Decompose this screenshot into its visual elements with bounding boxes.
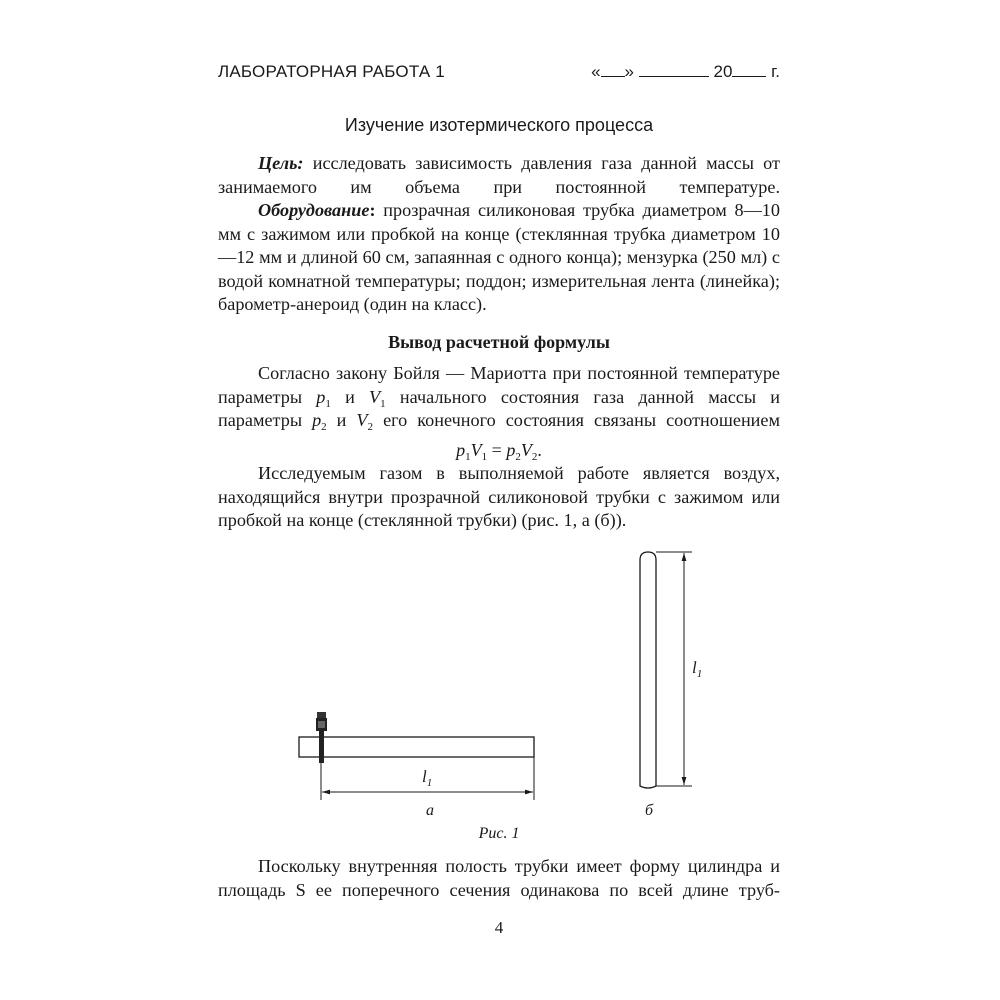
boyle-text-3: его конечного состояния связаны соотношением <box>373 410 780 430</box>
date-close-quote: » <box>624 62 635 81</box>
figure-a <box>299 712 534 819</box>
cylinder-paragraph: Поскольку внутренняя полость трубки имеет форму цилиндра и площадь S ее поперечного сечения одинакова по всей длине труб- <box>218 856 780 900</box>
formula-v2: V <box>520 440 532 460</box>
sub-v2: 2 <box>367 421 374 433</box>
figure-label-a: а <box>426 802 434 819</box>
goal-label: Цель: <box>258 153 304 173</box>
equipment-text: прозрачная силиконовая трубка диаметром 8—10 мм с зажимом или пробкой на конце (стеклянная трубка диаметром 10—12 мм и длиной 60 см, запаянная с одного конца); мензурка (250 мл) с водой комнатной температуры; поддон; измерительная лента (линейка); барометр-анероид (один на класс). <box>218 200 780 314</box>
formula-period: . <box>537 440 542 460</box>
date-year: 20 <box>713 62 733 81</box>
vertical-tube <box>640 552 656 788</box>
formula-v1-sub: 1 <box>481 451 488 463</box>
formula-equals: = <box>487 440 507 460</box>
length-label-b: $l_1$ <box>692 658 703 680</box>
formula-p1: p <box>456 440 466 460</box>
sub-p1: 1 <box>325 397 331 410</box>
and-1: и <box>330 386 370 407</box>
formula-v2-sub: 2 <box>531 451 538 463</box>
symbol-v1: V <box>369 386 381 407</box>
date-suffix: г. <box>771 62 780 81</box>
boyle-text-2: начального состояния газа данной массы и параметры <box>218 386 781 430</box>
formula-p2: p <box>506 440 516 460</box>
equipment-colon: : <box>369 200 376 220</box>
equipment-label: Оборудование <box>258 200 370 220</box>
boyle-text-1: Согласно закону Бойля — Мариотта при постоянной температуре параметры <box>218 363 780 407</box>
and-2: и <box>326 410 357 430</box>
length-label-a: $l_1$ <box>422 767 433 789</box>
formula-v1: V <box>470 440 482 460</box>
air-paragraph: Исследуемым газом в выполняемой работе является воздух, находящийся внутри прозрачной силиконовой трубки с зажимом или пробкой на конце (стеклянной трубки) (рис. 1, а (б)). <box>218 463 780 530</box>
formula-p1-sub: 1 <box>465 451 471 463</box>
figure-b <box>640 552 702 819</box>
figure-label-b: б <box>645 802 654 819</box>
sub-v1: 1 <box>380 397 386 410</box>
lab-title: ЛАБОРАТОРНАЯ РАБОТА 1 <box>218 62 445 81</box>
sub-p2: 2 <box>321 421 327 433</box>
section-title: Вывод расчетной формулы <box>388 332 610 352</box>
page-number: 4 <box>494 918 504 937</box>
figure-caption: Рис. 1 <box>478 825 520 842</box>
symbol-p1: p <box>316 386 326 407</box>
symbol-v2: V <box>356 410 368 430</box>
symbol-p2: p <box>312 410 322 430</box>
formula-p2-sub: 2 <box>515 451 521 463</box>
horizontal-tube <box>299 737 534 757</box>
page-title: Изучение изотермического процесса <box>344 115 654 135</box>
date-open-quote: « <box>591 62 601 81</box>
goal-text: исследовать зависимость давления газа данной массы от занимаемого им объема при постоянной температуре. <box>218 153 780 197</box>
